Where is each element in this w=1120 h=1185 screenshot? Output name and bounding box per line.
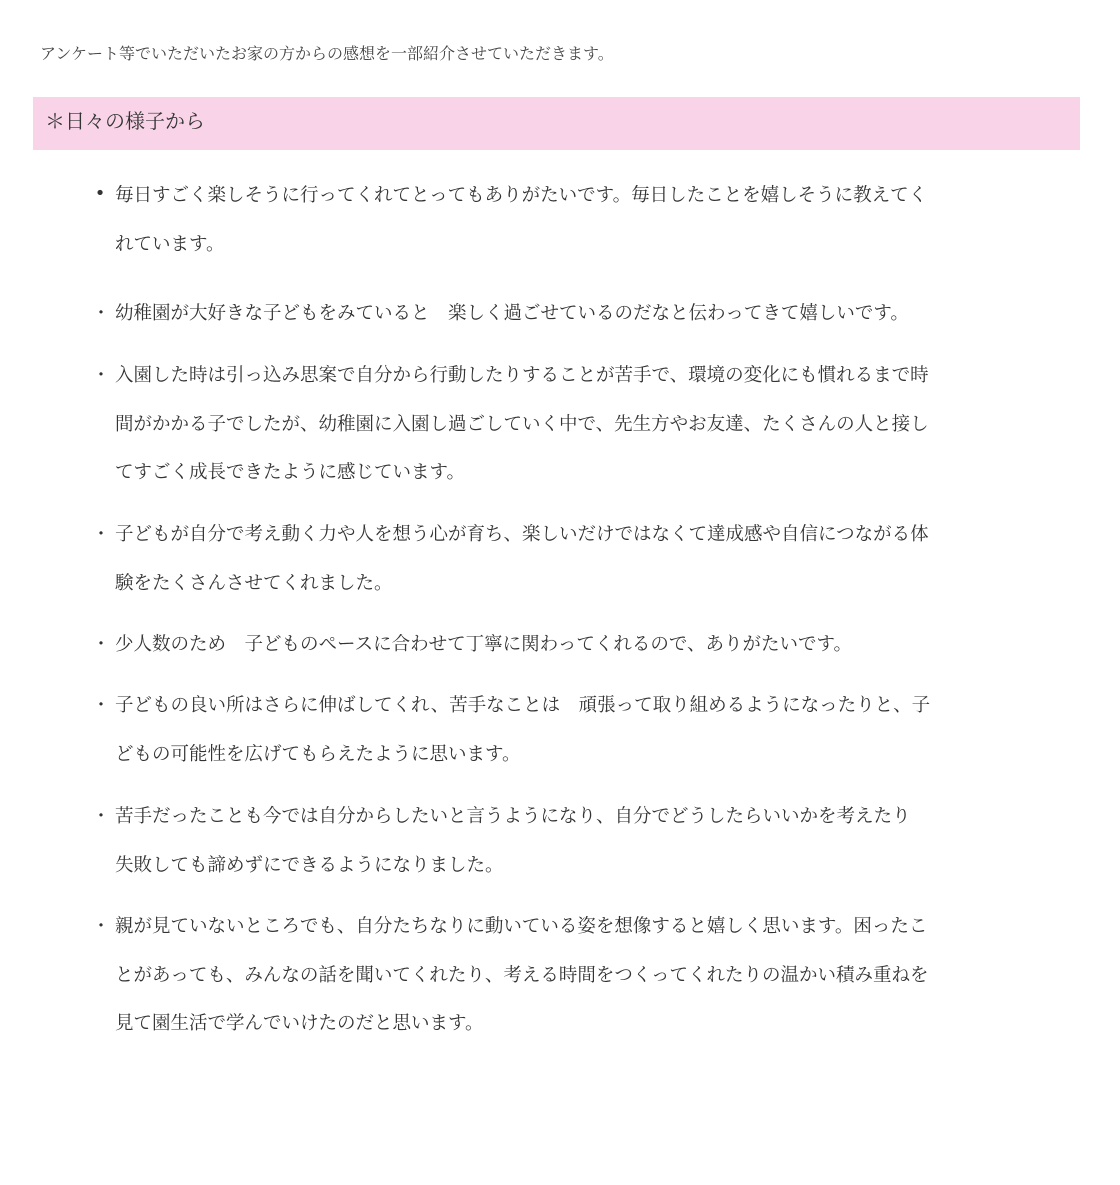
comment-line: 苦手だったことも今では自分からしたいと言うようになり、自分でどうしたらいいかを考えたり [115, 806, 911, 827]
comment-line: どもの可能性を広げてもらえたように思います。 [115, 743, 521, 765]
bullet-icon: ・ [92, 634, 110, 655]
comment-line: てすごく成長できたように感じています。 [115, 462, 466, 483]
bullet-icon: ・ [92, 524, 110, 545]
comment-line: 少人数のため 子どものペースに合わせて丁寧に関わってくれるので、ありがたいです。 [115, 634, 853, 655]
comment-text [115, 682, 1070, 779]
comment-text [115, 511, 1070, 608]
section-heading: ＊日々の様子から [33, 97, 1080, 150]
comment-line: 間がかかる子でしたが、幼稚園に入園し過ごしていく中で、先生方やお友達、たくさんの人と接し [115, 413, 929, 435]
bullet-icon: ・ [92, 806, 110, 827]
comment-line: 子どもの良い所はさらに伸ばしてくれ、苦手なことは 頑張って取り組めるようになったりと、子 [115, 695, 931, 716]
comment-text [115, 290, 1070, 339]
comment-text [115, 352, 1070, 498]
comment-line: 験をたくさんさせてくれました。 [115, 572, 393, 594]
comment-line: 親が見ていないところでも、自分たちなりに動いている姿を想像すると嬉しく思います。困ったこ [115, 916, 928, 937]
bullet-icon: ・ [92, 916, 110, 937]
comment-line: 子どもが自分で考え動く力や人を想う心が育ち、楽しいだけではなくて達成感や自信につながる体 [115, 524, 929, 545]
intro-text: アンケート等でいただいたお家の方からの感想を一部紹介させていただきます。 [40, 44, 614, 63]
comment-line: 毎日すごく楽しそうに行ってくれてとってもありがたいです。毎日したことを嬉しそうに教えてく [115, 185, 928, 206]
comment-line: れています。 [115, 233, 225, 255]
bullet-icon: ・ [92, 303, 110, 324]
comment-text [115, 621, 1070, 670]
comment-text [115, 172, 1070, 269]
bullet-icon: • [94, 183, 106, 204]
comment-text [115, 903, 1070, 1049]
comment-line: 幼稚園が大好きな子どもをみていると 楽しく過ごせているのだなと伝わってきて嬉しいです。 [115, 303, 909, 324]
comment-line: 失敗しても諦めずにできるようになりました。 [115, 854, 504, 876]
bullet-icon: ・ [92, 695, 110, 716]
comment-line: 見て園生活で学んでいけたのだと思います。 [115, 1013, 484, 1034]
comment-text [115, 793, 1070, 890]
comment-line: とがあっても、みんなの話を聞いてくれたり、考える時間をつくってくれたりの温かい積み重ねを [115, 964, 929, 986]
comment-line: 入園した時は引っ込み思案で自分から行動したりすることが苦手で、環境の変化にも慣れるまで時 [115, 365, 929, 386]
bullet-icon: ・ [92, 365, 110, 386]
